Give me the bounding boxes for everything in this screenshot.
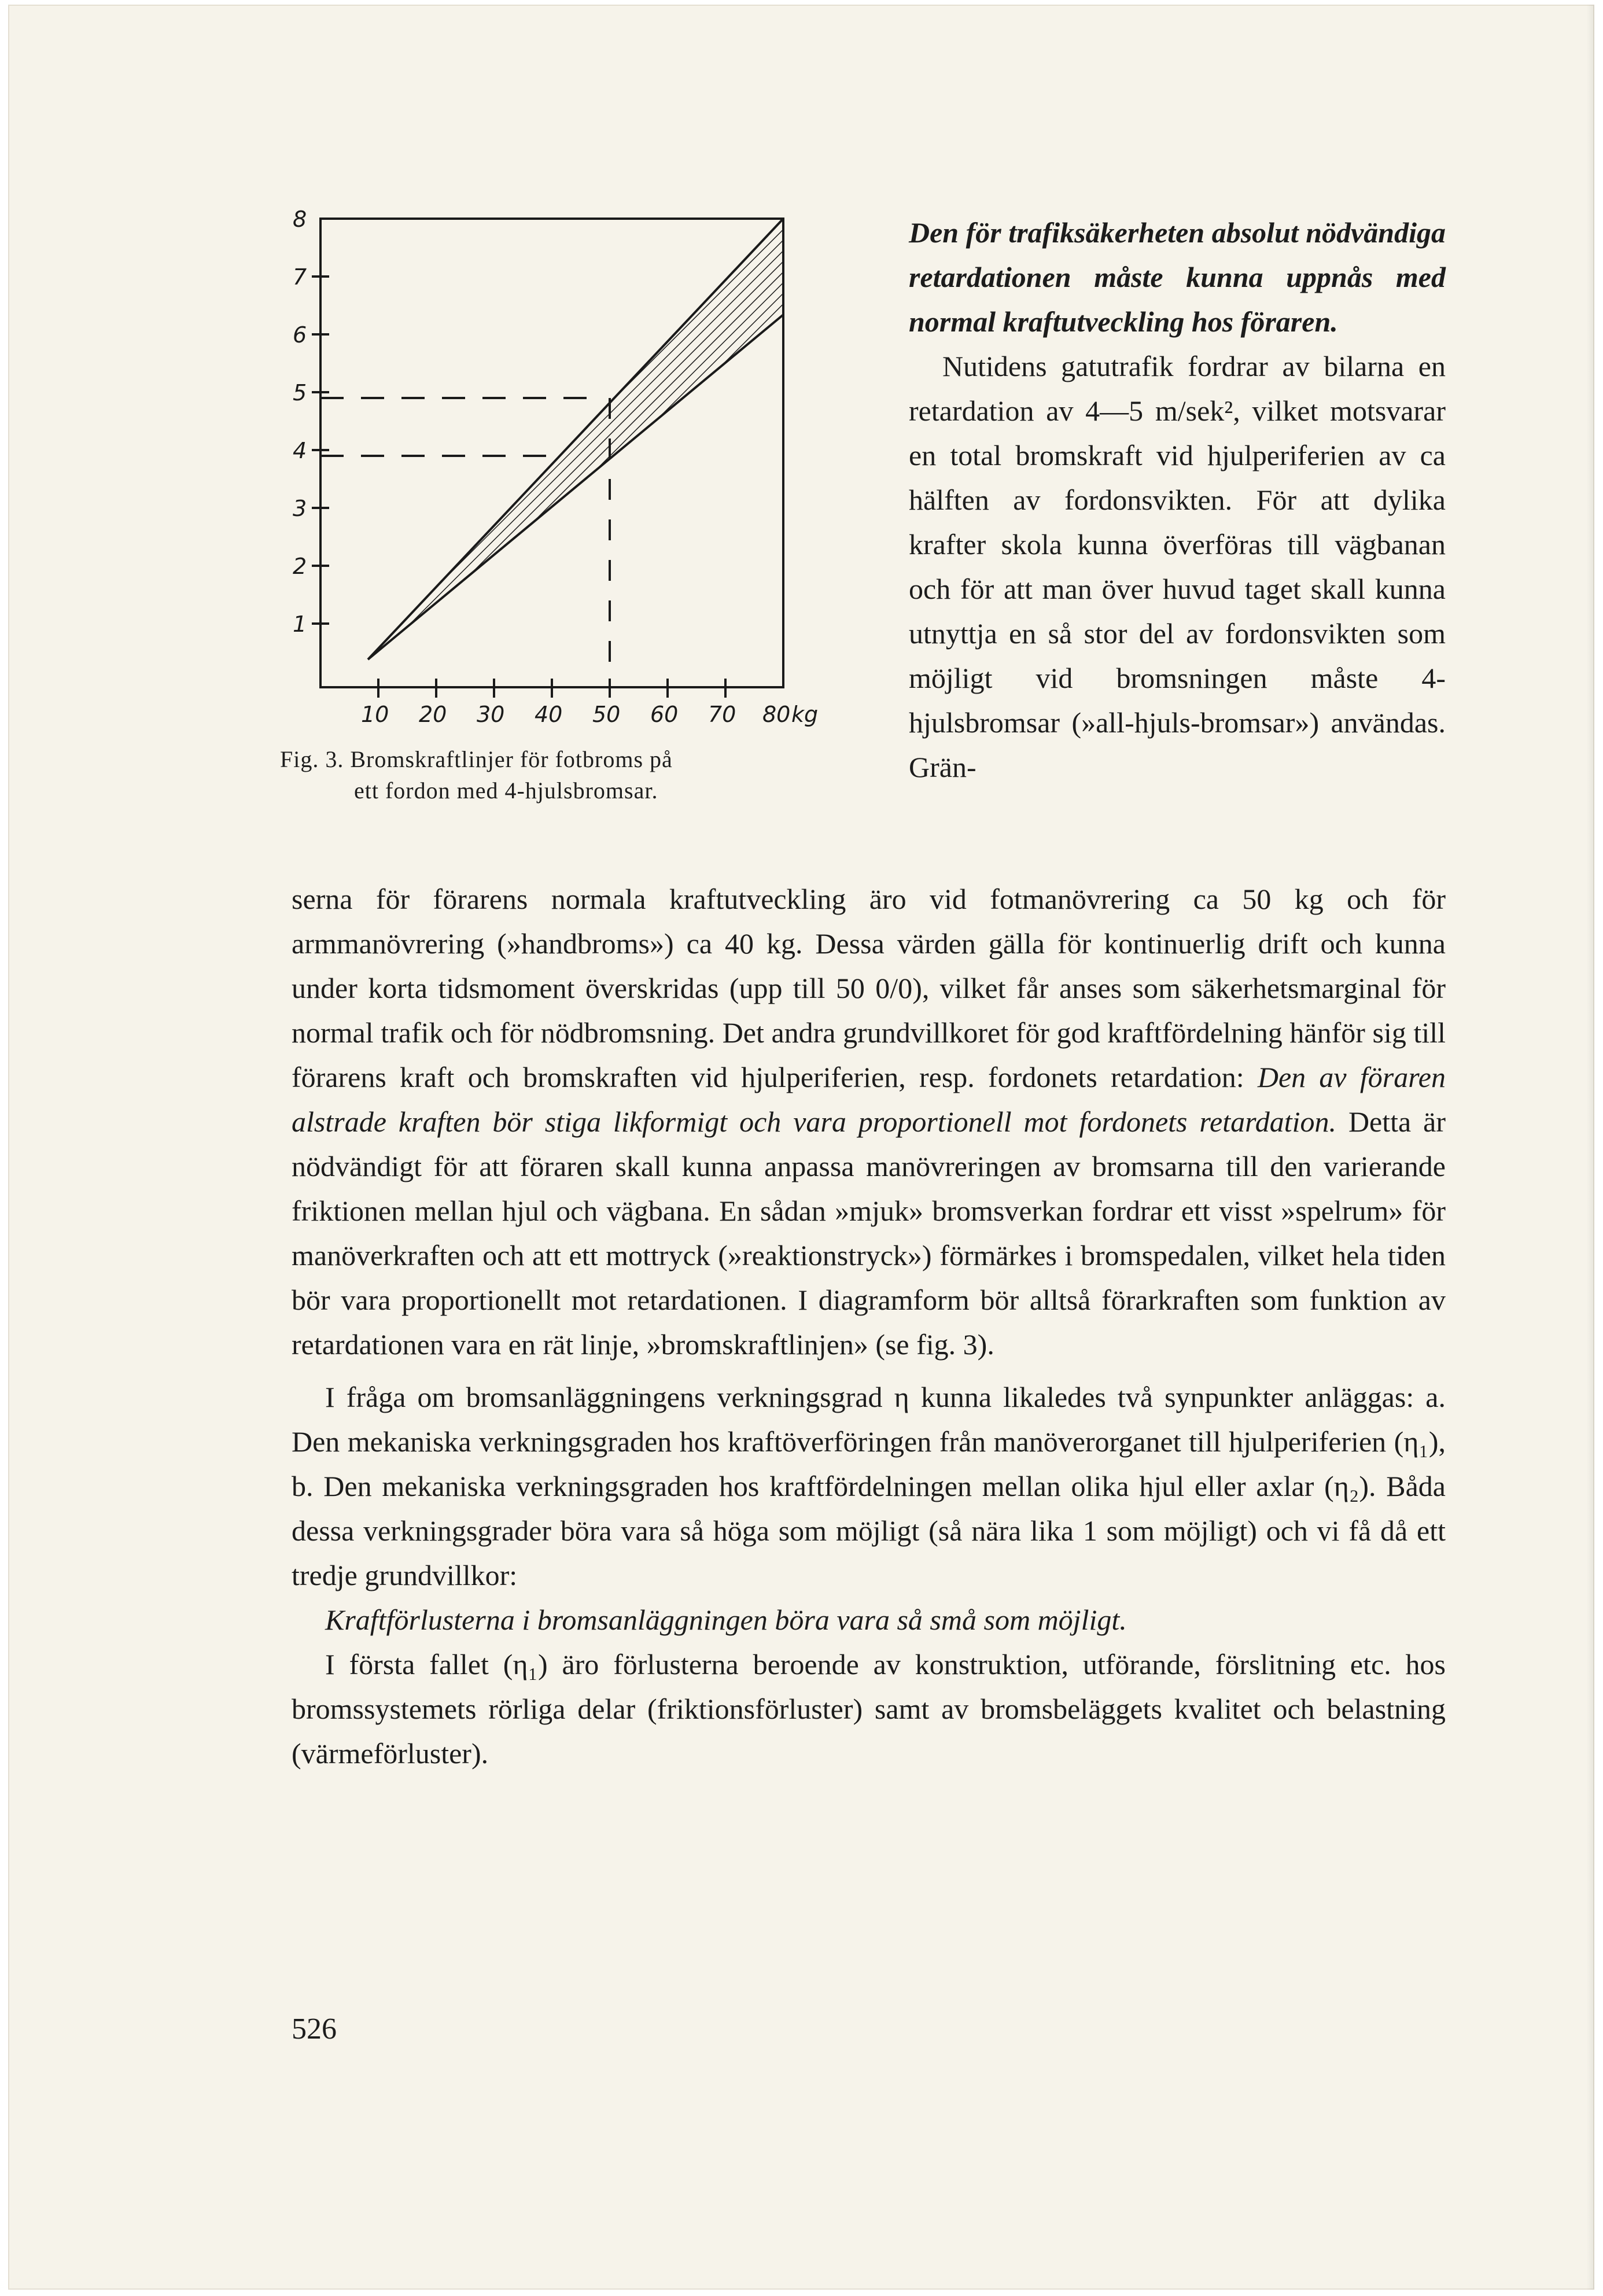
lower-brake-line [368,315,783,659]
plot-frame [320,219,783,687]
y-tick-labels [293,207,307,637]
y-tick-1: 1 [293,611,307,637]
x-tick-20: 20 [419,702,447,727]
x-tick-labels [361,702,818,727]
paragraph-2: I fråga om bromsanläggningens verkningsgrad η kunna likaledes två synpunkter anläggas: a. Den mekaniska verkningsgraden hos kraftöverföringen från manöverorganet till hjulperiferien (η₁), b. Den mekaniska verkningsgraden hos kraftfördelningen mellan olika hjul eller axlar (η₂). Båda dessa verkningsgrader böra vara så höga som möjligt (så nära lika 1 som möjligt) och vi få då ett tredje grundvillkor: [292,1381,1446,1591]
y-tick-2: 2 [293,554,307,579]
x-tick-70: 70 [708,702,736,727]
caption-line-1: Bromskraftlinjer för fotbroms på [350,746,673,772]
paragraph-4: I första fallet (η₁) äro förlusterna beroende av konstruktion, utförande, förslitning etc. hos bromssystemets rörliga delar (friktionsförluster) samt av bromsbeläggets kvalitet och belastning (värmeförluster). [292,1648,1446,1770]
lead-statement: Den för trafiksäkerheten absolut nödvändiga retardationen måste kunna uppnås med normal kraftutveckling hos föraren. [909,216,1446,338]
caption-line-2: ett fordon med 4-hjulsbromsar. [354,777,658,804]
book-page [8,5,1594,2290]
figure-3-diagram [263,207,853,751]
paragraph-3-emphasis: Kraftförlusterna i bromsanläggningen böra vara så små som möjligt. [325,1604,1127,1636]
x-tick-10: 10 [361,702,389,727]
paragraph-1-start: serna för förarens normala kraftutveckling äro vid fotmanövrering ca 50 kg och för armmanövrering (»handbroms») ca 40 kg. Dessa värden gälla för kontinuerlig drift och kunna under korta tidsmoment överskridas (upp till 50 0/0), vilket får anses som säkerhetsmarginal för normal trafik och för nödbromsning. Det andra grundvillkoret för god kraftfördelning hänför sig till förarens kraft och bromskraften vid hjulperiferien, resp. fordonets retardation: [292,883,1446,1093]
paragraph-1-emphasis: Den av föraren alstrade kraften bör stiga likformigt och vara proportionell mot fordonets retardation. [292,1061,1446,1138]
y-tick-6: 6 [293,322,307,348]
paragraph-1 [292,877,1446,1367]
page-number: 526 [292,2013,337,2046]
x-tick-30: 30 [477,702,505,727]
y-tick-7: 7 [293,264,307,290]
y-tick-4: 4 [293,438,307,463]
side-column [909,211,1446,790]
figure-caption [280,744,835,806]
paragraph-1-end: Detta är nödvändigt för att föraren skall kunna anpassa manövreringen av bromsarna till den varierande friktionen mellan hjul och vägbana. En sådan »mjuk» bromsverkan fordrar ett visst »spelrum» för manöverkraften och att ett mottryck (»reaktionstryck») förmärkes i bromspedalen, vilket hela tiden bör vara proportionellt mot retardationen. I diagramform bör alltså förarkraften som funktion av retardationen vara en rät linje, »bromskraftlinjen» (se fig. 3). [292,1105,1446,1361]
x-tick-50: 50 [592,702,621,727]
main-text [292,877,1446,1776]
caption-label: Fig. 3. [280,746,344,772]
y-tick-5: 5 [293,380,307,406]
x-tick-60: 60 [650,702,679,727]
bromskraft-chart [263,207,853,751]
side-paragraph: Nutidens gatutrafik fordrar av bilarna en retardation av 4—5 m/sek², vilket motsvarar en total bromskraft vid hjulperiferien av ca hälften av fordonsvikten. För att dylika krafter skola kunna överföras till vägbanan och för att man över huvud taget skall kunna utnyttja en så stor del av fordonsvikten som möjligt vid bromsningen måste 4-hjulsbromsar (»all-hjuls-bromsar») användas. Grän- [909,350,1446,783]
x-tick-40: 40 [535,702,563,727]
y-tick-3: 3 [293,496,307,521]
x-tick-80: 80 [762,702,791,727]
y-tick-8: 8 [293,207,307,232]
upper-brake-line [368,219,783,659]
x-unit-label: kg [791,702,819,727]
